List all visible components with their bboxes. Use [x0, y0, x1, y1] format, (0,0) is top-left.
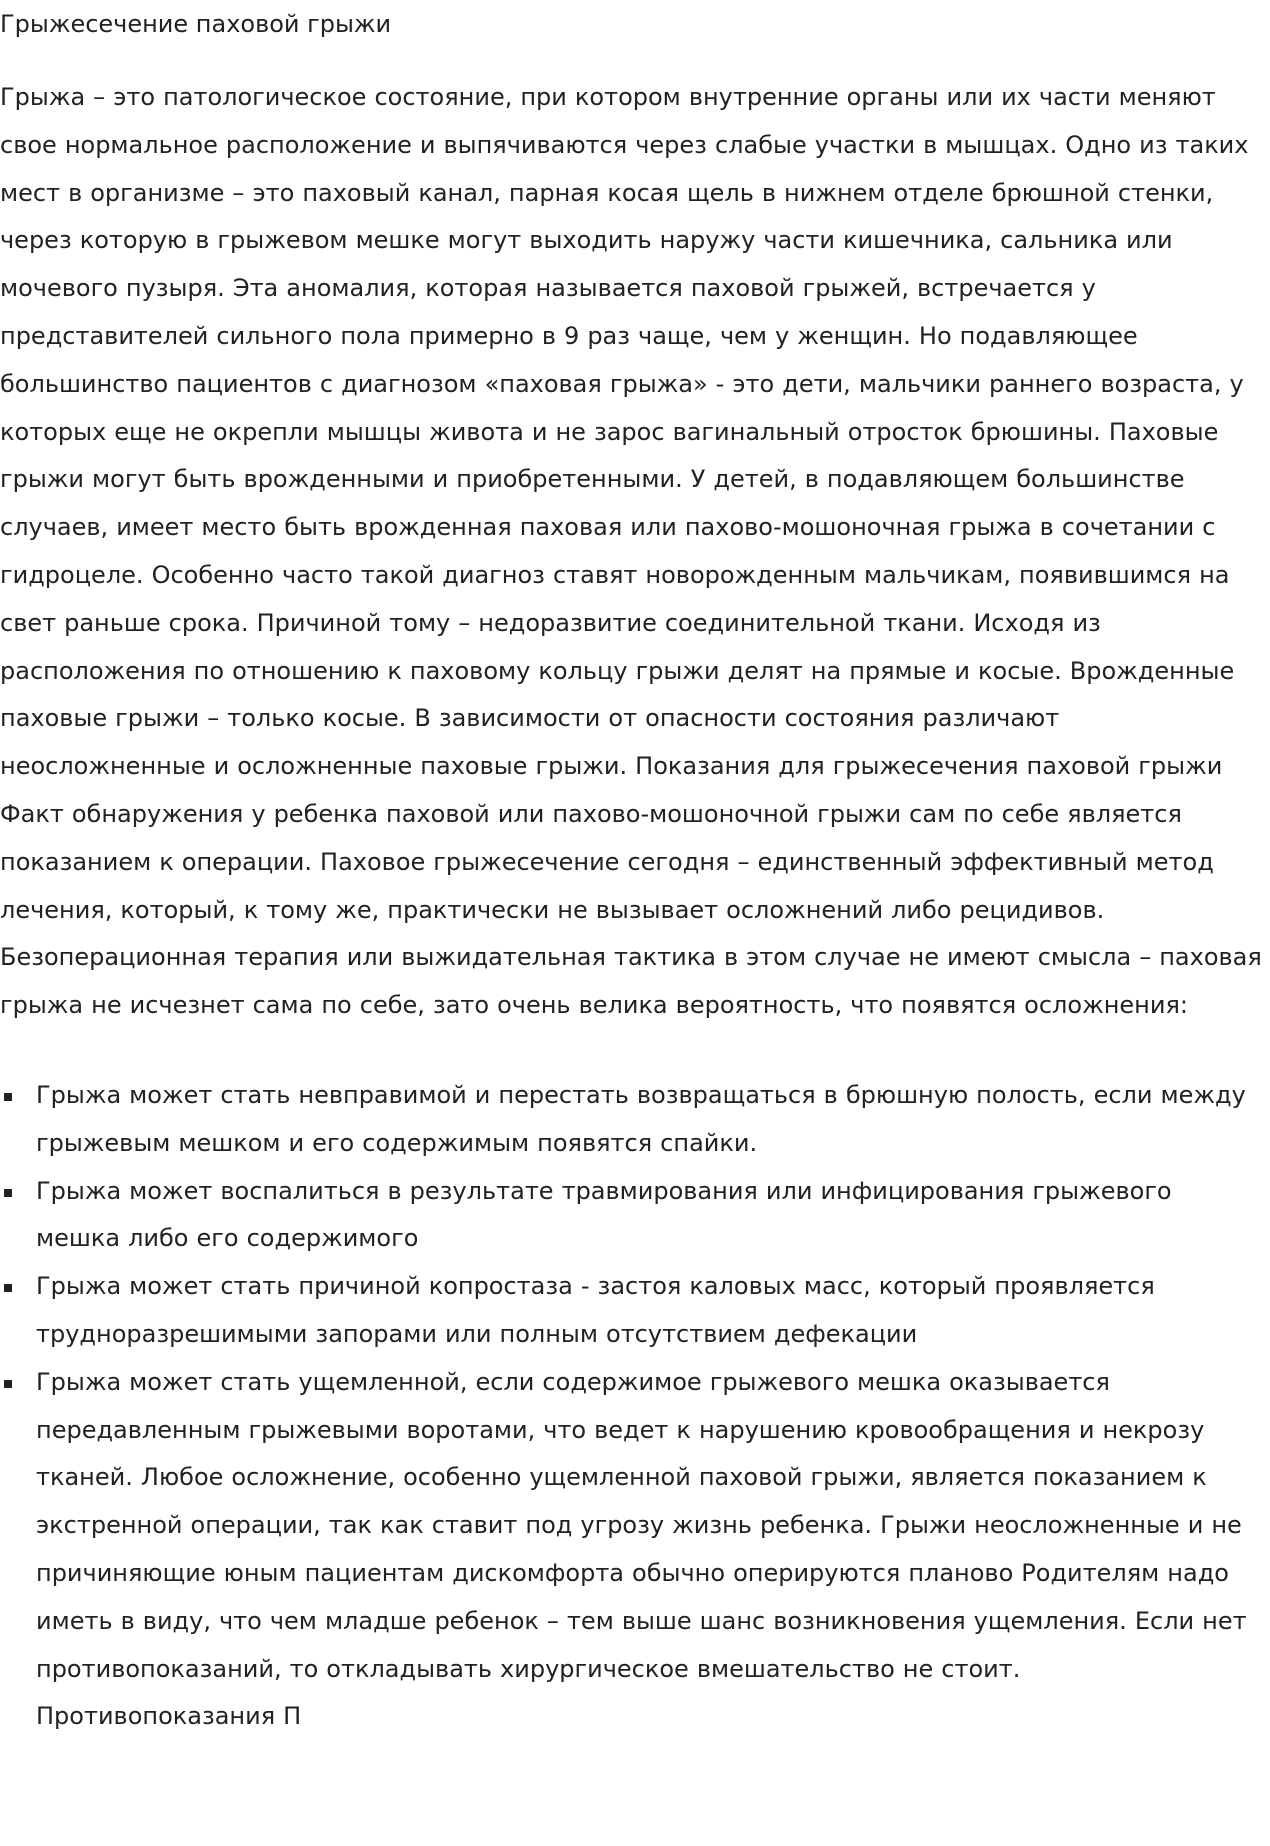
square-bullet-icon — [4, 1093, 12, 1101]
complications-list — [0, 1072, 1262, 1741]
list-item-text: Грыжа может стать ущемленной, если содержимое грыжевого мешка оказывается передавленным грыжевыми воротами, что ведет к нарушению кровообращения и некрозу тканей. Любое осложнение, особенно ущемленной паховой грыжи, является показанием к экстренной операции, так как ставит под угрозу жизнь ребенка. Грыжи неосложненные и не причиняющие юным пациентам дискомфорта обычно оперируются планово Родителям надо иметь в виду, что чем младше ребенок – тем выше шанс возникновения ущемления. Если нет противопоказаний, то откладывать хирургическое вмешательство не стоит. Противопоказания П — [36, 1367, 1247, 1731]
list-item — [0, 1168, 1262, 1264]
list-item — [0, 1359, 1262, 1741]
list-item — [0, 1263, 1262, 1359]
square-bullet-icon — [4, 1284, 12, 1292]
page-title: Грыжесечение паховой грыжи — [0, 10, 392, 38]
list-item — [0, 1072, 1262, 1168]
list-item-text: Грыжа может стать невправимой и перестать возвращаться в брюшную полость, если между грыжевым мешком и его содержимым появятся спайки. — [36, 1080, 1246, 1157]
intro-paragraph: Грыжа – это патологическое состояние, при котором внутренние органы или их части меняют свое нормальное расположение и выпячиваются через слабые участки в мышцах. Одно из таких мест в организме – это паховый канал, парная косая щель в нижнем отделе брюшной стенки, через которую в грыжевом мешке могут выходить наружу части кишечника, сальника или мочевого пузыря. Эта аномалия, которая называется паховой грыжей, встречается у представителей сильного пола примерно в 9 раз чаще, чем у женщин. Но подавляющее большинство пациентов с диагнозом «паховая грыжа» - это дети, мальчики раннего возраста, у которых еще не окрепли мышцы живота и не зарос вагинальный отросток брюшины. Паховые грыжи могут быть врожденными и приобретенными. У детей, в подавляющем большинстве случаев, имеет место быть врожденная паховая или пахово-мошоночная грыжа в сочетании с гидроцеле. Особенно часто такой диагноз ставят новорожденным мальчикам, появившимся на свет раньше срока. Причиной тому – недоразвитие соединительной ткани. Исходя из расположения по отношению к паховому кольцу грыжи делят на прямые и косые. Врожденные паховые грыжи – только косые. В зависимости от опасности состояния различают неосложненные и осложненные паховые грыжи. Показания для грыжесечения паховой грыжи Факт обнаружения у ребенка паховой или пахово-мошоночной грыжи сам по себе является показанием к операции. Паховое грыжесечение сегодня – единственный эффективный метод лечения, который, к тому же, практически не вызывает осложнений либо рецидивов. Безоперационная терапия или выжидательная тактика в этом случае не имеют смысла – паховая грыжа не исчезнет сама по себе, зато очень велика вероятность, что появятся осложнения: — [0, 83, 1262, 1020]
square-bullet-icon — [4, 1380, 12, 1388]
square-bullet-icon — [4, 1189, 12, 1197]
list-item-text: Грыжа может стать причиной копростаза - застоя каловых масс, который проявляется трудноразрешимыми запорами или полным отсутствием дефекации — [36, 1272, 1155, 1348]
list-item-text: Грыжа может воспалиться в результате травмирования или инфицирования грыжевого мешка либо его содержимого — [36, 1176, 1172, 1253]
